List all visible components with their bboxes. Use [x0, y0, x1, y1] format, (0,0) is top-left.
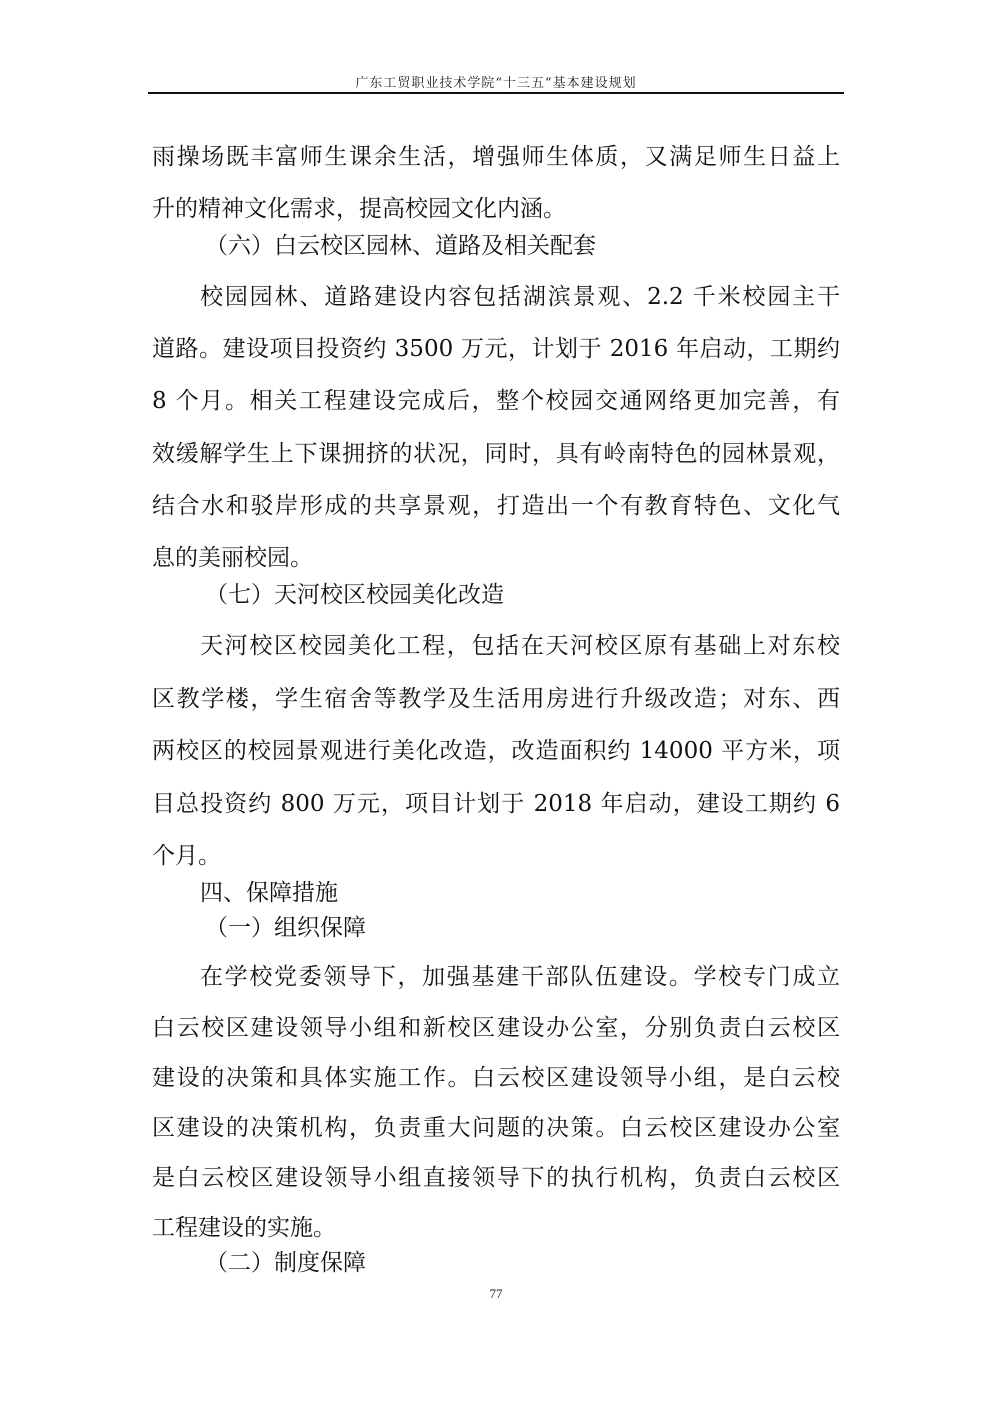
- paragraph-line: 区建设的决策机构，负责重大问题的决策。白云校区建设办公室: [152, 1115, 840, 1141]
- section-subheading: （六）白云校区园林、道路及相关配套: [205, 233, 596, 259]
- paragraph-line: 个月。: [152, 843, 221, 869]
- paragraph-line: 雨操场既丰富师生课余生活，增强师生体质，又满足师生日益上: [152, 144, 840, 170]
- paragraph-line: 白云校区建设领导小组和新校区建设办公室，分别负责白云校区: [152, 1015, 840, 1041]
- paragraph-line: 目总投资约 800 万元，项目计划于 2018 年启动，建设工期约 6: [152, 791, 840, 817]
- paragraph-line: 天河校区校园美化工程，包括在天河校区原有基础上对东校: [200, 633, 840, 659]
- paragraph-line: 息的美丽校园。: [152, 545, 313, 571]
- paragraph-line: 升的精神文化需求，提高校园文化内涵。: [152, 196, 566, 222]
- paragraph-line: 工程建设的实施。: [152, 1215, 336, 1241]
- paragraph-line: 8 个月。相关工程建设完成后，整个校园交通网络更加完善，有: [152, 388, 840, 414]
- paragraph-line: 建设的决策和具体实施工作。白云校区建设领导小组，是白云校: [152, 1065, 840, 1091]
- page-number: 77: [489, 1286, 503, 1301]
- running-header: 广东工贸职业技术学院“十三五”基本建设规划: [355, 76, 637, 91]
- paragraph-line: 是白云校区建设领导小组直接领导下的执行机构，负责白云校区: [152, 1165, 840, 1191]
- paragraph-line: 两校区的校园景观进行美化改造，改造面积约 14000 平方米，项: [152, 738, 840, 764]
- paragraph-line: 在学校党委领导下，加强基建干部队伍建设。学校专门成立: [200, 964, 840, 990]
- section-heading: 四、保障措施: [200, 880, 338, 906]
- paragraph-line: 区教学楼，学生宿舍等教学及生活用房进行升级改造；对东、西: [152, 686, 840, 712]
- paragraph-line: 校园园林、道路建设内容包括湖滨景观、2.2 千米校园主干: [200, 284, 840, 310]
- paragraph-line: 结合水和驳岸形成的共享景观，打造出一个有教育特色、文化气: [152, 493, 840, 519]
- header-rule: [148, 92, 844, 94]
- paragraph-line: 效缓解学生上下课拥挤的状况，同时，具有岭南特色的园林景观，: [152, 441, 840, 467]
- section-subheading: （一）组织保障: [205, 915, 366, 941]
- paragraph-line: 道路。建设项目投资约 3500 万元，计划于 2016 年启动，工期约: [152, 336, 840, 362]
- section-subheading: （二）制度保障: [205, 1250, 366, 1276]
- section-subheading: （七）天河校区校园美化改造: [205, 582, 504, 608]
